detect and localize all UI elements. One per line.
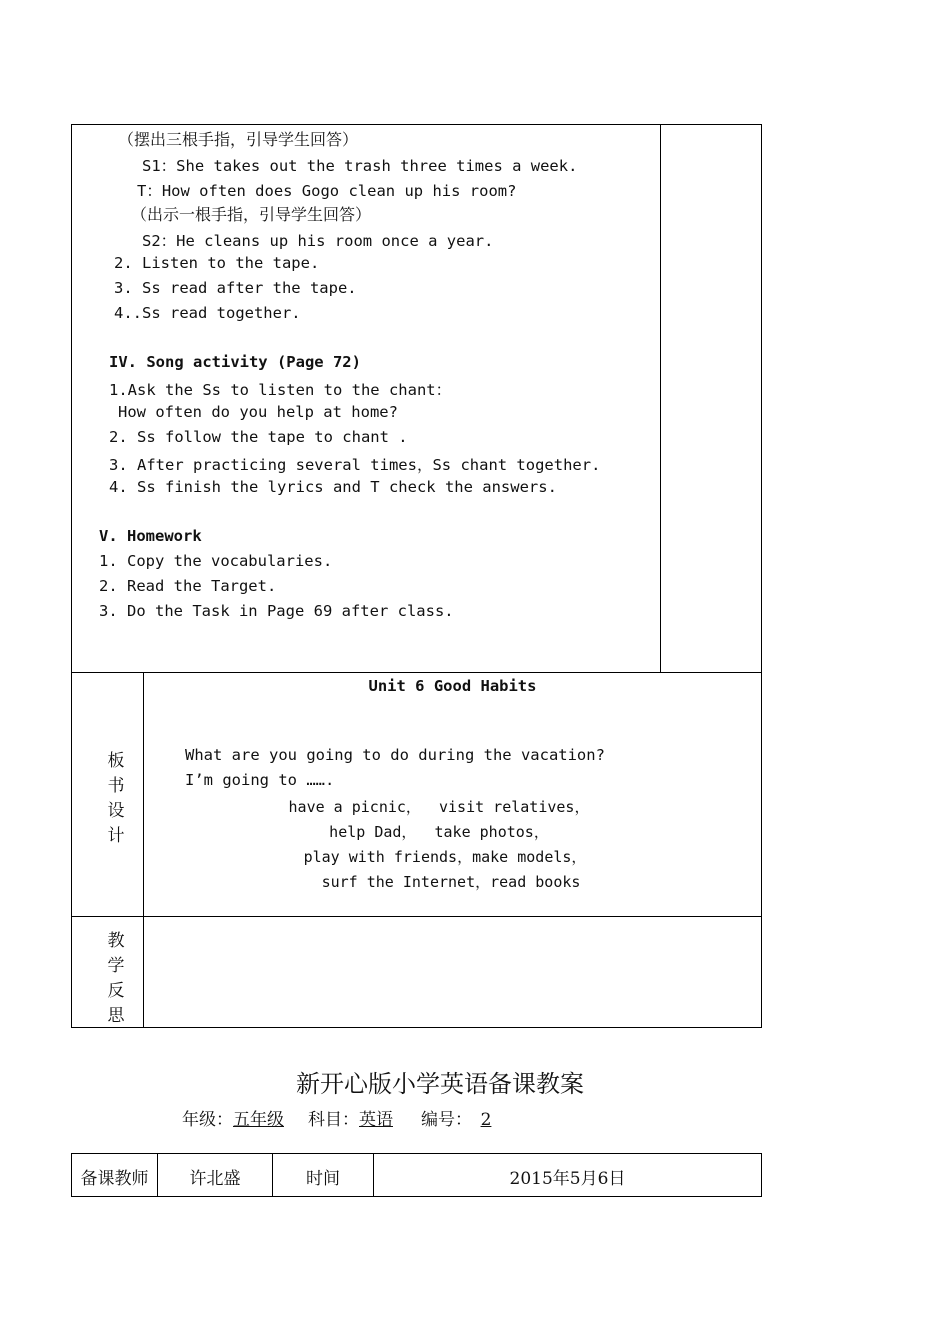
info-row [182,1105,500,1130]
table-divider-notes-column [660,124,661,673]
reflection-label-char: 教 [107,931,125,951]
homework-line: 3. Do the Task in Page 69 after class. [99,602,454,620]
procedure-line: （出示一根手指，引导学生回答） [131,205,372,224]
teacher-name: 许北盛 [189,1169,241,1189]
homework-line: 2. Read the Target. [99,577,277,595]
grade-label: 年级： [182,1110,233,1130]
teacher-label: 备课教师 [80,1169,149,1189]
info-table-border-bottom [71,1196,762,1197]
board-question: What are you going to do during the vacation? [185,746,605,764]
table-border-right [761,124,762,1028]
board-title: Unit 6 Good Habits [368,677,537,695]
subject-value: 英语 [359,1110,393,1130]
table-border-top [71,124,762,125]
procedure-line: S1：She takes out the trash three times a week. [142,157,578,175]
song-line: 4. Ss finish the lyrics and T check the answers. [109,478,557,496]
lesson-date: 2015年5月6日 [509,1169,626,1189]
info-table-border-right [761,1153,762,1197]
procedure-line: （摆出三根手指，引导学生回答） [118,130,359,149]
homework-line: 1. Copy the vocabularies. [99,552,333,570]
time-label: 时间 [306,1169,340,1189]
procedure-line: 4..Ss read together. [114,304,301,322]
table-border-row2-bottom [71,916,762,917]
table-border-left [71,124,72,1028]
song-line: 1.Ask the Ss to listen to the chant： [109,381,452,399]
grade-value: 五年级 [233,1110,284,1130]
board-phrase: play with friends，make models， [303,848,587,866]
procedure-line: T：How often does Gogo clean up his room? [137,182,517,200]
song-line: How often do you help at home? [118,403,398,421]
homework-heading: V. Homework [99,527,202,545]
number-value: 2 [480,1110,492,1130]
number-label: 编号： [421,1110,472,1130]
reflection-label-char: 思 [107,1006,125,1026]
board-label-char: 书 [107,776,125,796]
subject-label: 科目： [308,1110,359,1130]
procedure-line: S2：He cleans up his room once a year. [142,232,494,250]
procedure-line: 3. Ss read after the tape. [114,279,357,297]
song-line: 2. Ss follow the tape to chant . [109,428,408,446]
board-phrase: surf the Internet，read books [321,873,581,891]
procedure-line: 2. Listen to the tape. [114,254,320,272]
info-table-border-top [71,1153,762,1154]
board-label-char: 计 [107,826,125,846]
lesson-plan-title: 新开心版小学英语备课教案 [296,1070,584,1098]
board-label-char: 板 [107,751,125,771]
table-border-bottom [71,1027,762,1028]
board-phrase: have a picnic， visit relatives， [288,798,590,816]
table-border-row1-bottom [71,672,762,673]
reflection-label-char: 反 [107,981,125,1001]
reflection-label-char: 学 [107,956,125,976]
board-answer: I’m going to ……. [185,771,335,789]
song-line: 3. After practicing several times，Ss chant together. [109,456,601,474]
board-label-char: 设 [107,801,125,821]
board-phrase: help Dad， take photos， [329,823,549,841]
song-activity-heading: IV. Song activity (Page 72) [109,353,361,371]
